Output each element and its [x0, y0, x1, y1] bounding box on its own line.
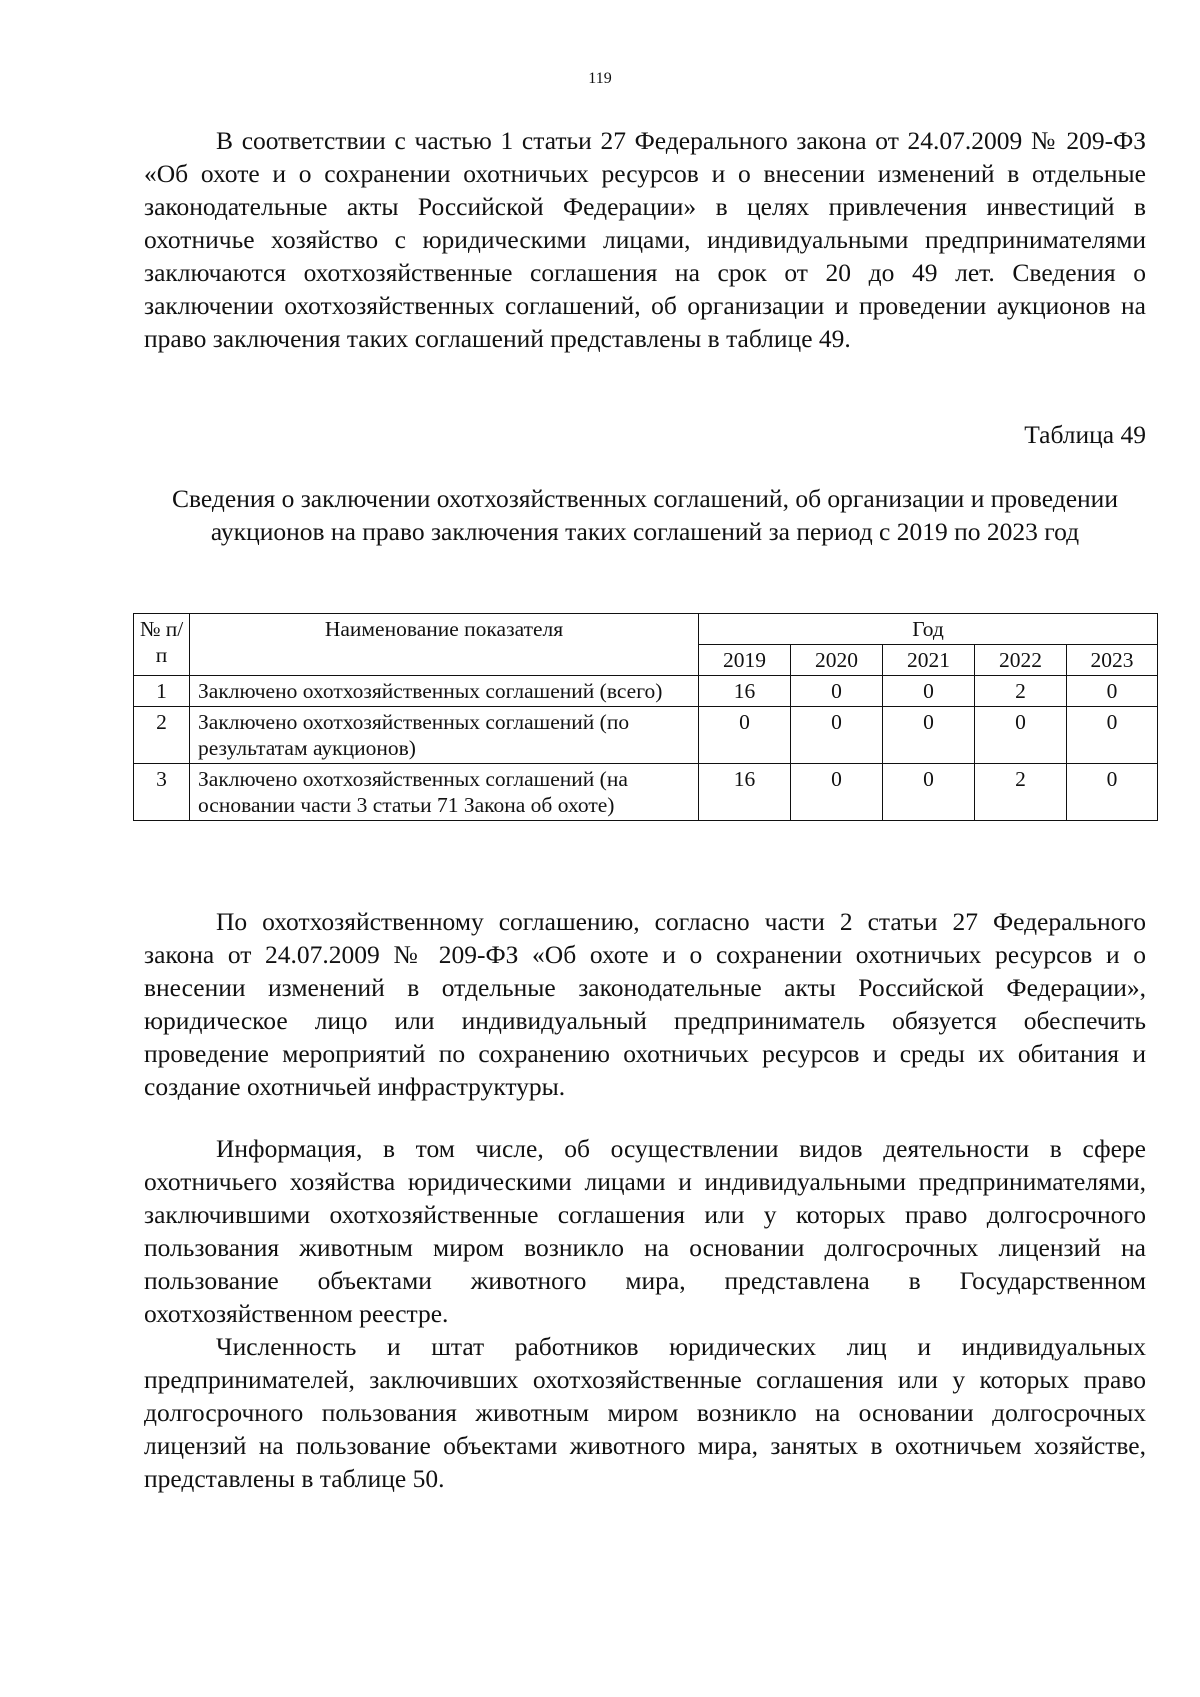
row-indicator: Заключено охотхозяйственных соглашений (на основании части 3 статьи 71 Закона об охоте)	[190, 764, 699, 821]
header-year: 2019	[699, 645, 791, 676]
header-indicator: Наименование показателя	[190, 614, 699, 676]
row-indicator: Заключено охотхозяйственных соглашений (по результатам аукционов)	[190, 707, 699, 764]
paragraph-registry-info: Информация, в том числе, об осуществлении видов деятельности в сфере охотничьего хозяйства юридическими лицами и индивидуальными предпринимателями, заключившими охотхозяйственные соглашения или у которых право долгосрочного пользования животным миром возникло на основании долгосрочных лицензий на пользование объектами животного мира, представлена в Государственном охотхозяйственном реестре.	[144, 1134, 1146, 1328]
paragraph-obligations: По охотхозяйственному соглашению, согласно части 2 статьи 27 Федерального закона от 24.07.2009 № 209-ФЗ «Об охоте и о сохранении охотничьих ресурсов и о внесении изменений в отдельные законодательные акты Российской Федерации», юридическое лицо или индивидуальный предприниматель обязуется обеспечить проведение мероприятий по сохранению охотничьих ресурсов и среды их обитания и создание охотничьей инфраструктуры.	[144, 907, 1146, 1101]
header-year: 2021	[883, 645, 975, 676]
row-value: 0	[975, 707, 1067, 764]
header-year-group: Год	[699, 614, 1158, 645]
row-value: 0	[1067, 764, 1158, 821]
table-title: Сведения о заключении охотхозяйственных соглашений, об организации и проведении аукционов на право заключения таких соглашений за период с 2019 по 2023 год	[172, 484, 1118, 546]
row-value: 2	[975, 764, 1067, 821]
row-number: 1	[134, 676, 190, 707]
row-value: 0	[1067, 676, 1158, 707]
header-year: 2020	[791, 645, 883, 676]
row-value: 0	[791, 764, 883, 821]
row-value: 16	[699, 764, 791, 821]
row-indicator: Заключено охотхозяйственных соглашений (всего)	[190, 676, 699, 707]
paragraph-intro: В соответствии с частью 1 статьи 27 Федерального закона от 24.07.2009 № 209-ФЗ «Об охоте и о сохранении охотничьих ресурсов и о внесении изменений в отдельные законодательные акты Российской Федерации» в целях привлечения инвестиций в охотничье хозяйство с юридическими лицами, индивидуальными предпринимателями заключаются охотхозяйственные соглашения на срок от 20 до 49 лет. Сведения о заключении охотхозяйственных соглашений, об организации и проведении аукционов на право заключения таких соглашений представлены в таблице 49.	[144, 126, 1146, 353]
table-row	[134, 676, 1158, 707]
row-value: 16	[699, 676, 791, 707]
row-value: 0	[791, 676, 883, 707]
row-number: 3	[134, 764, 190, 821]
agreements-table	[133, 613, 1158, 821]
header-year: 2023	[1067, 645, 1158, 676]
page-number: 119	[588, 70, 612, 87]
header-year: 2022	[975, 645, 1067, 676]
row-value: 0	[1067, 707, 1158, 764]
row-number: 2	[134, 707, 190, 764]
row-value: 2	[975, 676, 1067, 707]
paragraph-staff-info: Численность и штат работников юридических лиц и индивидуальных предпринимателей, заключивших охотхозяйственные соглашения или у которых право долгосрочного пользования животным миром возникло на основании долгосрочных лицензий на пользование объектами животного мира, занятых в охотничьем хозяйстве, представлены в таблице 50.	[144, 1332, 1146, 1493]
header-number: № п/п	[134, 614, 190, 676]
row-value: 0	[699, 707, 791, 764]
table-row	[134, 764, 1158, 821]
row-value: 0	[883, 676, 975, 707]
row-value: 0	[883, 764, 975, 821]
table-label: Таблица 49	[1024, 420, 1146, 449]
row-value: 0	[791, 707, 883, 764]
table-row	[134, 707, 1158, 764]
row-value: 0	[883, 707, 975, 764]
